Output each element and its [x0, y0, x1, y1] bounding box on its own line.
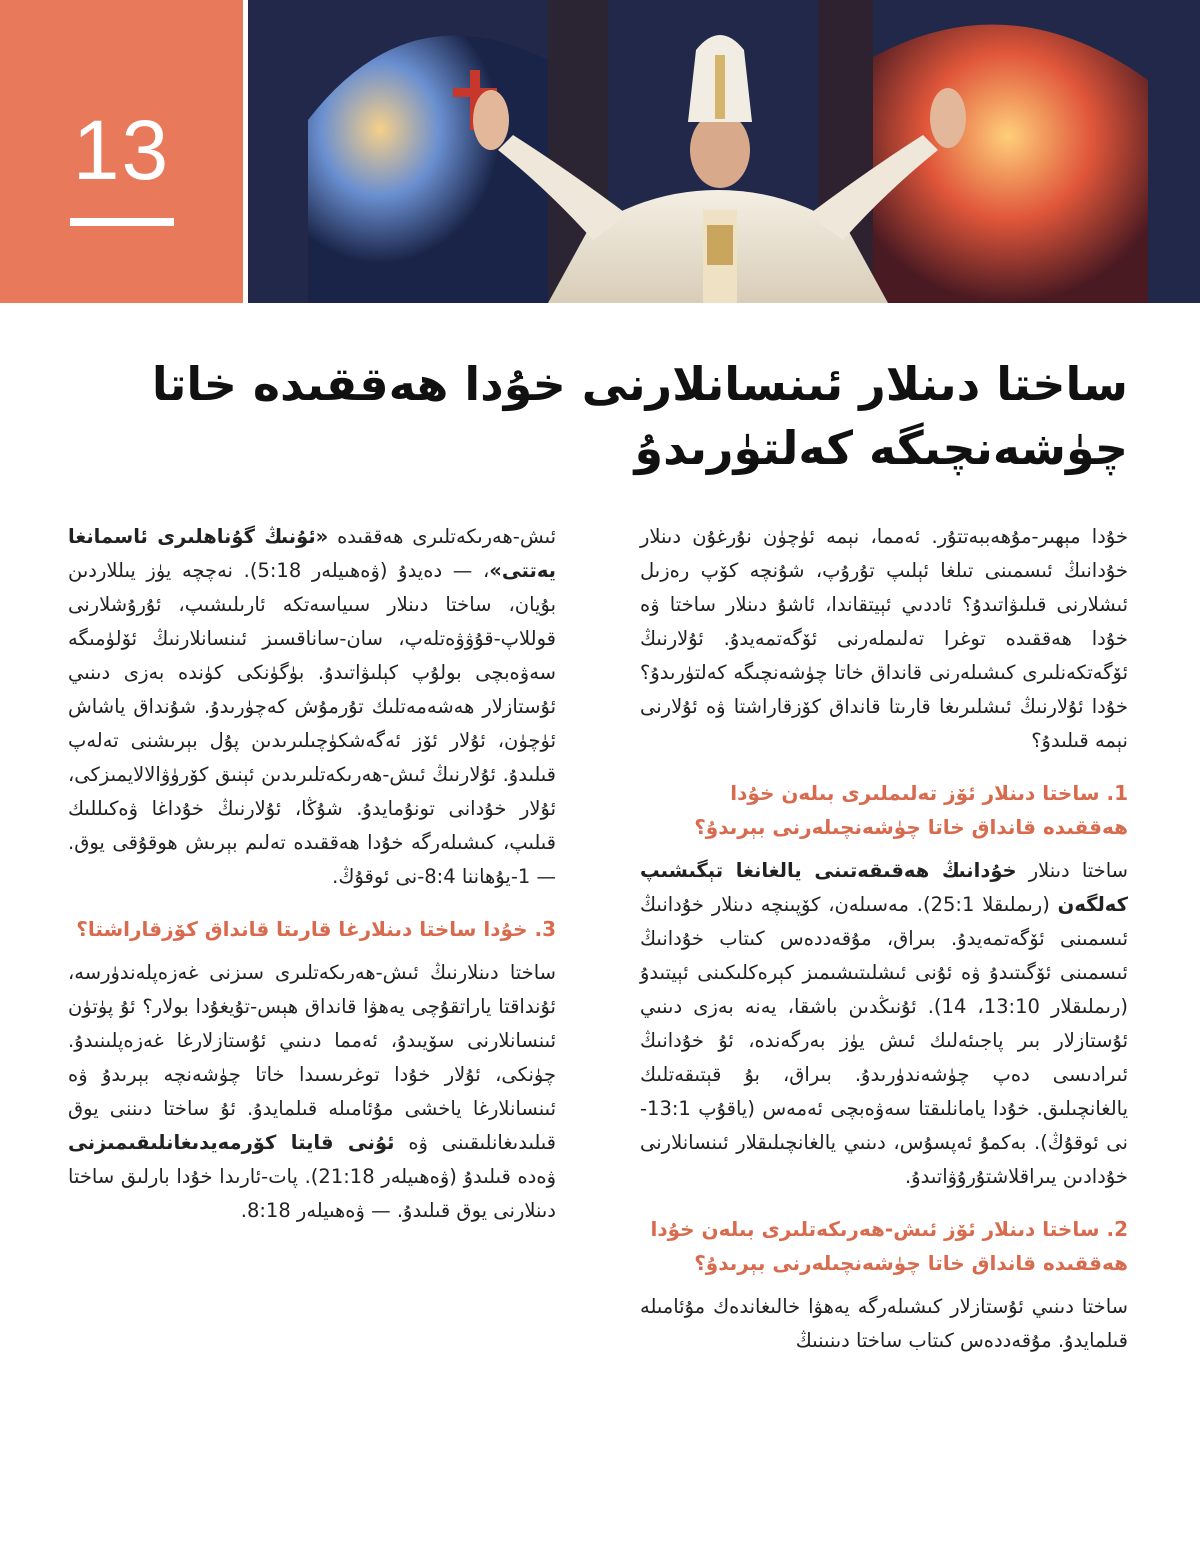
priest-illustration — [248, 0, 1200, 303]
answer-2-text-c: ، — دەيدۇ (ۋەھىيلەر 5:18). نەچچە يۈز يىللاردىن بۇيان، ساختا دىنلار سىياسەتكە ئارىلىشىپ، ئۇرۇشلارنى قوللاپ-قۇۋۋەتلەپ، سان-ساناقسىز ئىنسانلارنىڭ ئۆلۈمىگە سەۋەبچى بولۇپ كېلىۋاتىدۇ. بۈگۈنكى كۈندە بەزى دىنىي ئۇستازلار ھەشەمەتلىك تۇرمۇش كەچۈرىدۇ. شۇنداق ياشاش ئۈچۈن، ئۇلار ئۆز ئەگەشكۈچىلىرىدىن پۇل بېرىشنى تەلەپ قىلىدۇ. ئۇلارنىڭ ئىش-ھەرىكەتلىرىدىن ئېنىق كۆرۈۋالالايمىزكى، ئۇلار خۇدانى تونۇمايدۇ. شۇڭا، ئۇلارنىڭ خۇداغا ۋەكىللىك قىلىپ، كىشىلەرگە خۇدا ھەققىدە تەلىم بېرىش ھوقۇقى يوق. — 1-يۇھاننا 8:4-نى ئوقۇڭ. — [68, 559, 556, 888]
answer-3-text-a: ساختا دىنلارنىڭ ئىش-ھەرىكەتلىرى سىزنى غەزەپلەندۈرسە، ئۇنداقتا ياراتقۇچى يەھۋا قانداق ھېس-تۇيغۇدا بولار؟ ئۇ پۈتۈن ئىنسانلارنى سۆيىدۇ، ئەمما دىنىي ئۇستازلارغا غەزەپلىنىدۇ. چۈنكى، ئۇلار خۇدا توغرىسىدا خاتا چۈشەنچە بېرىدۇ ۋە ئىنسانلارغا ياخشى مۇئامىلە قىلمايدۇ. ئۇ ساختا دىننى يوق قىلىدىغانلىقىنى ۋە — [68, 961, 556, 1154]
answer-1-bold: خۇدانىڭ ھەقىقەتىنى يالغانغا تېگىشىپ كەلگەن — [640, 859, 1128, 916]
question-1: 1. ساختا دىنلار ئۆز تەلىملىرى بىلەن خۇدا ھەققىدە قانداق خاتا چۈشەنچىلەرنى بېرىدۇ؟ — [694, 781, 1128, 839]
lesson-number-box — [0, 0, 243, 303]
answer-2-paragraph: ساختا دىنىي ئۇستازلار كىشىلەرگە يەھۋا خالىغاندەك مۇئامىلە قىلمايدۇ. مۇقەددەس كىتاب ساختا دىنىنىڭ — [640, 1295, 1128, 1352]
answer-2-bold: «ئۇنىڭ گۇناھلىرى ئاسمانغا يەتتى» — [68, 525, 556, 582]
answer-1-text-c: (رىملىقلا 25:1). مەسىلەن، كۆپىنچە دىنلار خۇدانىڭ ئىسمىنى ئۆگەتمەيدۇ. بىراق، مۇقەددەس كىتاب خۇدانىڭ ئىسمىنى ئۆگىتىدۇ ۋە ئۇنى ئىشلىتىشىمىز كېرەكلىكىنى ئېيتىدۇ (رىملىقلار 13:10، 14). ئۇنىڭدىن باشقا، يەنە بەزى دىنىي ئۇستازلار بىر پاجىئەلىك ئىش يۈز بەرگەندە، ئۇ خۇدانىڭ ئىرادىسى دەپ چۈشەندۈرىدۇ. بىراق، بۇ قېتىقەتلىك يالغانچىلىق. خۇدا يامانلىقتا سەۋەبچى ئەمەس (ياقۇپ 13:1-نى ئوقۇڭ). بەكمۇ ئەپسۇس، دىنىي يالغانچىلىقلار ئىنسانلارنى خۇدادىن يىراقلاشتۇرۇۋاتىدۇ. — [640, 893, 1128, 1188]
page-header — [0, 0, 1200, 303]
answer-3-bold: ئۇنى قايتا كۆرمەيدىغانلىقىمىزنى — [68, 1131, 395, 1154]
answer-2-text-a: ئىش-ھەرىكەتلىرى ھەققىدە — [328, 525, 556, 548]
right-column — [640, 520, 1128, 1376]
question-3: 3. خۇدا ساختا دىنلارغا قارىتا قانداق كۆزقاراشتا؟ — [76, 917, 556, 941]
page-title: ساختا دىنلار ئىنسانلارنى خۇدا ھەققىدە خاتا چۈشەنچىگە كەلتۈرىدۇ — [151, 357, 1128, 475]
question-2: 2. ساختا دىنلار ئۆز ئىش-ھەرىكەتلىرى بىلەن خۇدا ھەققىدە قانداق خاتا چۈشەنچىلەرنى بېرىدۇ؟ — [650, 1217, 1128, 1275]
answer-2-continued — [68, 520, 556, 894]
hero-image — [248, 0, 1200, 303]
left-column — [68, 520, 556, 1246]
lesson-number-underline — [70, 218, 174, 226]
answer-3-text-c: ۋەدە قىلىدۇ (ۋەھىيلەر 21:18). پات-ئارىدا خۇدا بارلىق ساختا دىنلارنى يوق قىلىدۇ. — ۋەھىيلەر 8:18. — [68, 1165, 556, 1222]
answer-1-text-a: ساختا دىنلار — [1016, 859, 1128, 882]
answer-3-paragraph — [68, 956, 556, 1228]
lesson-number: 13 — [72, 103, 171, 197]
answer-1-paragraph — [640, 854, 1128, 1194]
intro-paragraph: خۇدا مېھىر-مۇھەببەتتۇر. ئەمما، نېمە ئۈچۈن نۇرغۇن دىنلار خۇدانىڭ ئىسمىنى تىلغا ئېلىپ تۇرۇپ، شۇنچە كۆپ رەزىل ئىشلارنى قىلىۋاتىدۇ؟ ئاددىي ئېيتقاندا، ئاشۇ دىنلار ساختا ۋە خۇدا ھەققىدە توغرا تەلىملەرنى ئۆگەتمەيدۇ. ئۇلارنىڭ ئۆگەتكەنلىرى كىشىلەرنى قانداق خاتا چۈشەنچىگە كەلتۈرىدۇ؟ خۇدا ئۇلارنىڭ ئىشلىرىغا قارىتا قانداق كۆزقاراشتا ۋە ئۇلارنى نېمە قىلىدۇ؟ — [640, 525, 1128, 752]
